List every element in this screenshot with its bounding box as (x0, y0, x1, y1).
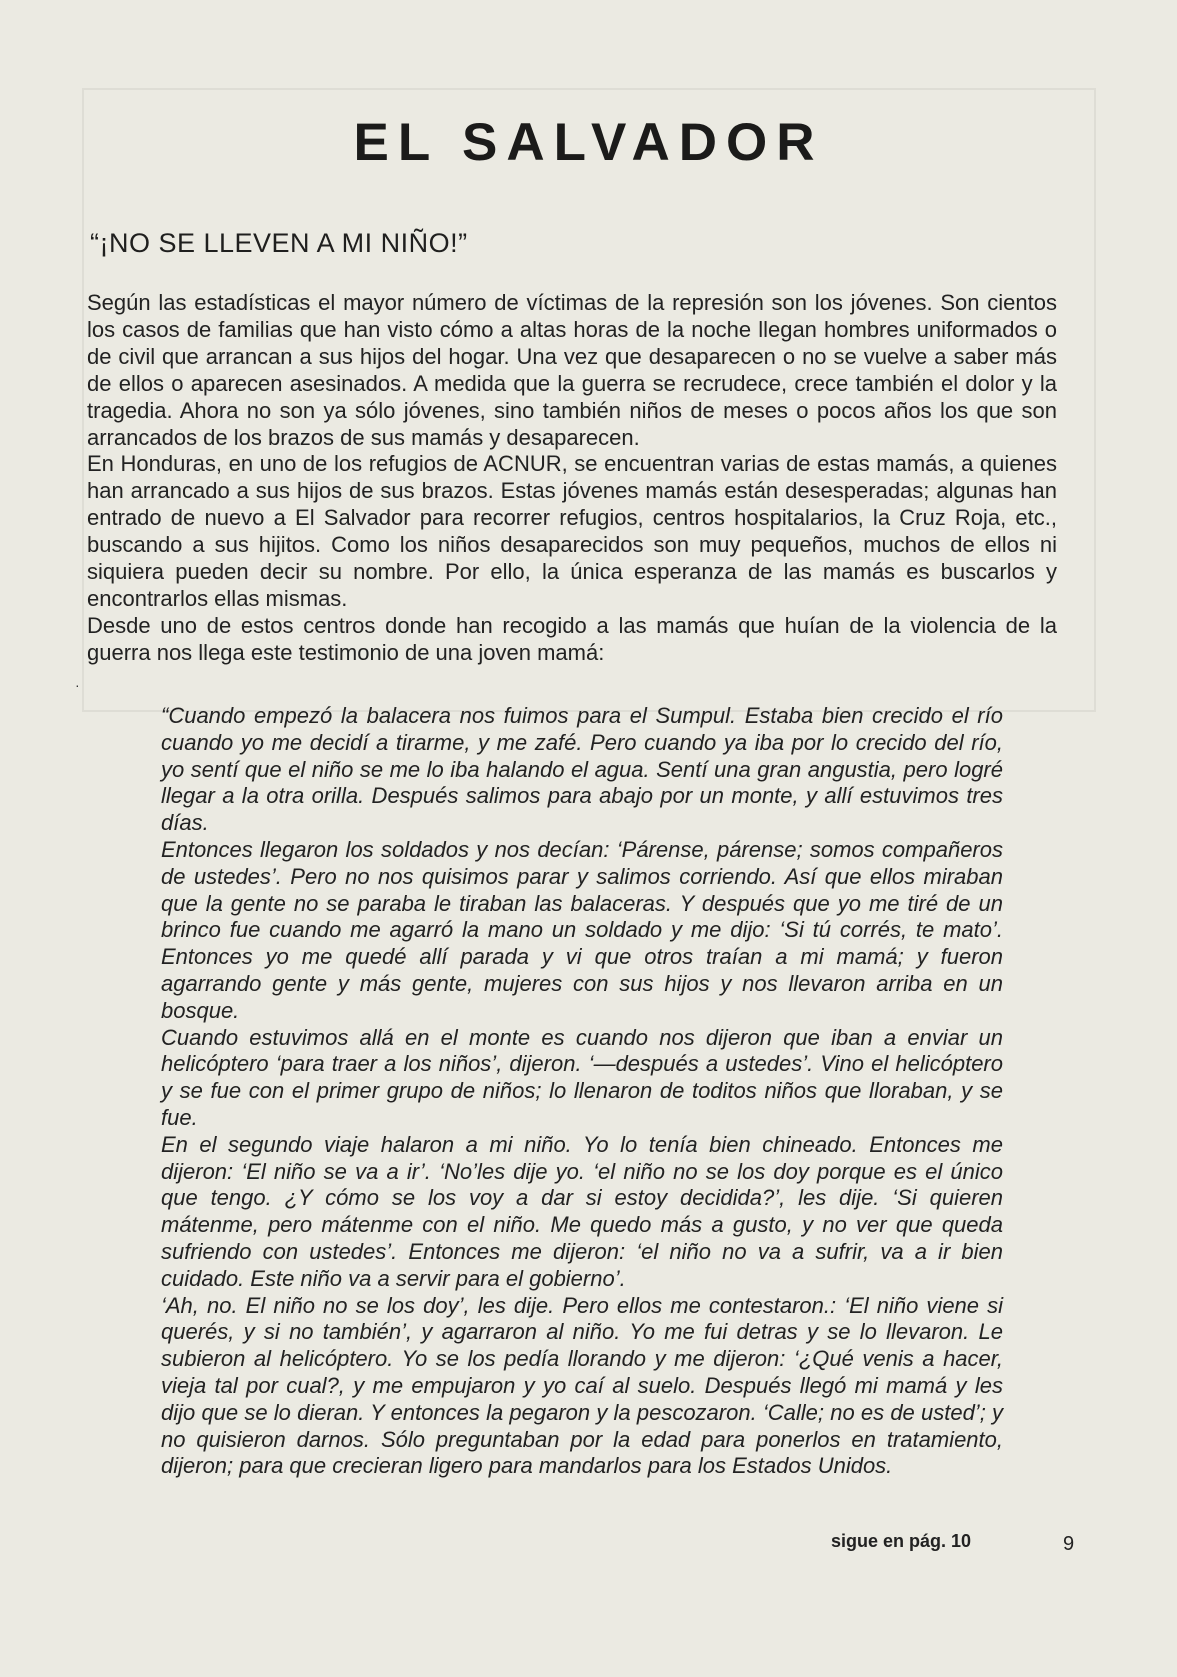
intro-paragraph: Desde uno de estos centros donde han recogido a las mamás que huían de la violencia de la guerra nos llega este testimonio de una joven mamá: (87, 612, 1057, 665)
intro-text (87, 290, 1057, 667)
intro-paragraph: Según las estadísticas el mayor número de víctimas de la represión son los jóvenes. Son cientos los casos de familias que han visto cómo a altas horas de la noche llegan hombres uniformados o de civil que arrancan a sus hijos del hogar. Una vez que desaparecen o no se vuelve a saber más de ellos o aparecen asesinados. A medida que la guerra se recrudece, crece también el dolor y la tragedia. Ahora no son ya sólo jóvenes, sino también niños de meses o pocos años los que son arrancados de los brazos de sus mamás y desaparecen. (87, 290, 1057, 450)
testimony-paragraph: “Cuando empezó la balacera nos fuimos para el Sumpul. Estaba bien crecido el río cuando yo me decidí a tirarme, y me zafé. Pero cuando ya iba por lo crecido del río, yo sentí que el niño se me lo iba halando el agua. Sentí una gran angustia, pero logré llegar a la otra orilla. Después salimos para abajo por un monte, y allí estuvimos tres días. (161, 703, 1003, 836)
continued-on-note: sigue en pág. 10 (831, 1531, 972, 1551)
testimony-paragraph: ‘Ah, no. El niño no se los doy’, les dije. Pero ellos me contestaron.: ‘El niño viene si querés, y si no también’, y agarraron al niño. Yo me fui detras y se lo llevaron. Le subieron al helicóptero. Yo se los pedía llorando y me dijeron: ‘¿Qué venis a hacer, vieja tal por cual?, y me empujaron y yo caí al suelo. Después llegó mi mamá y les dijo que se lo dieran. Y entonces la pegaron y la pescozaron. ‘Calle; no es de usted’; y no quisieron darnos. Sólo preguntaban por la edad para ponerlos en tratamiento, dijeron; para que crecieran ligero para mandarlos para los Estados Unidos. (161, 1292, 1003, 1479)
testimony-text (161, 703, 1003, 1480)
article-headline: “¡NO SE LLEVEN A MI NIÑO!” (90, 228, 468, 258)
page-title: EL SALVADOR (353, 113, 824, 172)
testimony-paragraph: Cuando estuvimos allá en el monte es cuando nos dijeron que iban a enviar un helicóptero ‘para traer a los niños’, dijeron. ‘—después a ustedes’. Vino el helicóptero y se fue con el primer grupo de niños; lo llenaron de toditos niños que lloraban, y se fue. (161, 1024, 1003, 1130)
testimony-paragraph: En el segundo viaje halaron a mi niño. Yo lo tenía bien chineado. Entonces me dijeron: ‘El niño se va a ir’. ‘No’les dije yo. ‘el niño no se los doy porque es el único que tengo. ¿Y cómo se los voy a dar si estoy decidida?’, les dije. ‘Si quieren mátenme, pero mátenme con el niño. Me quedo más a gusto, y no ver que queda sufriendo con ustedes’. Entonces me dijeron: ‘el niño no va a sufrir, va a ir bien cuidado. Este niño va a servir para el gobierno’. (161, 1131, 1003, 1291)
page-number: 9 (1063, 1533, 1075, 1555)
intro-paragraph: En Honduras, en uno de los refugios de ACNUR, se encuentran varias de estas mamás, a quienes han arrancado a sus hijos de sus brazos. Estas jóvenes mamás están desesperadas; algunas han entrado de nuevo a El Salvador para recorrer refugios, centros hospitalarios, la Cruz Roja, etc., buscando a sus hijitos. Como los niños desaparecidos son muy pequeños, muchos de ellos ni siquiera pueden decir su nombre. Por ello, la única esperanza de las mamás es buscarlos y encontrarlos ellas mismas. (87, 451, 1057, 611)
margin-mark: · (75, 677, 80, 693)
testimony-paragraph: Entonces llegaron los soldados y nos decían: ‘Párense, párense; somos compañeros de ustedes’. Pero no nos quisimos parar y salimos corriendo. Así que ellos miraban que la gente no se paraba le tiraban las balaceras. Y después que yo me tiré de un brinco fue cuando me agarró la mano un soldado y me dijo: ‘Si tú corrés, te mato’. Entonces yo me quedé allí parada y vi que otros traían a mi mamá; y fueron agarrando gente y más gente, mujeres con sus hijos y nos llevaron arriba en un bosque. (161, 836, 1003, 1023)
